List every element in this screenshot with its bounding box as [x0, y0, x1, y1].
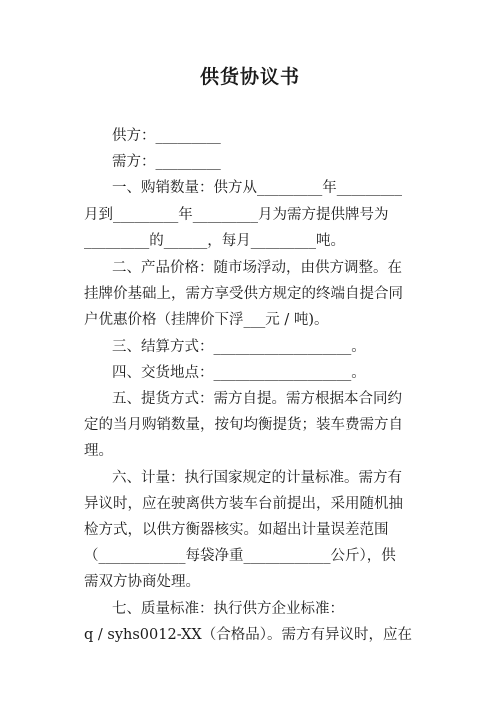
clause-6-line-4: （____________每袋净重____________公斤），供: [84, 548, 396, 564]
clause-3-line: 三、结算方式：___________________。: [112, 339, 366, 355]
clause-2-line-3: 户优惠价格（挂牌价下浮___元 / 吨)。: [84, 312, 329, 328]
clause-1-line-3: _________的______，每月_________吨。: [84, 233, 345, 249]
clause-1-line-1: 一、购销数量：供方从_________年_________: [112, 180, 402, 196]
clause-2-line-2: 挂牌价基础上，需方享受供方规定的终端自提合同: [84, 286, 403, 302]
supplier-line: 供方：_________: [112, 128, 221, 144]
clause-6-line-5: 需双方协商处理。: [84, 574, 200, 590]
document-title: 供货协议书: [199, 66, 300, 88]
clause-6-line-2: 异议时，应在驶离供方装车台前提出，采用随机抽: [84, 496, 403, 512]
clause-2-line-1: 二、产品价格：随市场浮动，由供方调整。在: [112, 260, 402, 276]
clause-7-line-2: q / syhs0012-XX（合格品）。需方有异议时，应在: [84, 627, 412, 643]
clause-1-line-2: 月到_________年_________月为需方提供牌号为: [84, 207, 389, 223]
clause-6-line-1: 六、计量：执行国家规定的计量标准。需方有: [112, 470, 402, 486]
clause-5-line-2: 定的当月购销数量，按旬均衡提货；装车费需方自: [84, 417, 403, 433]
clause-6-line-3: 检方式，以供方衡器核实。如超出计量误差范围: [84, 522, 389, 538]
clause-7-line-1: 七、质量标准：执行供方企业标准：: [112, 601, 344, 617]
clause-4-line: 四、交货地点：___________________。: [112, 365, 366, 381]
buyer-line: 需方：_________: [112, 154, 221, 170]
clause-5-line-1: 五、提货方式：需方自提。需方根据本合同约: [112, 391, 402, 407]
clause-5-line-3: 理。: [84, 443, 113, 459]
